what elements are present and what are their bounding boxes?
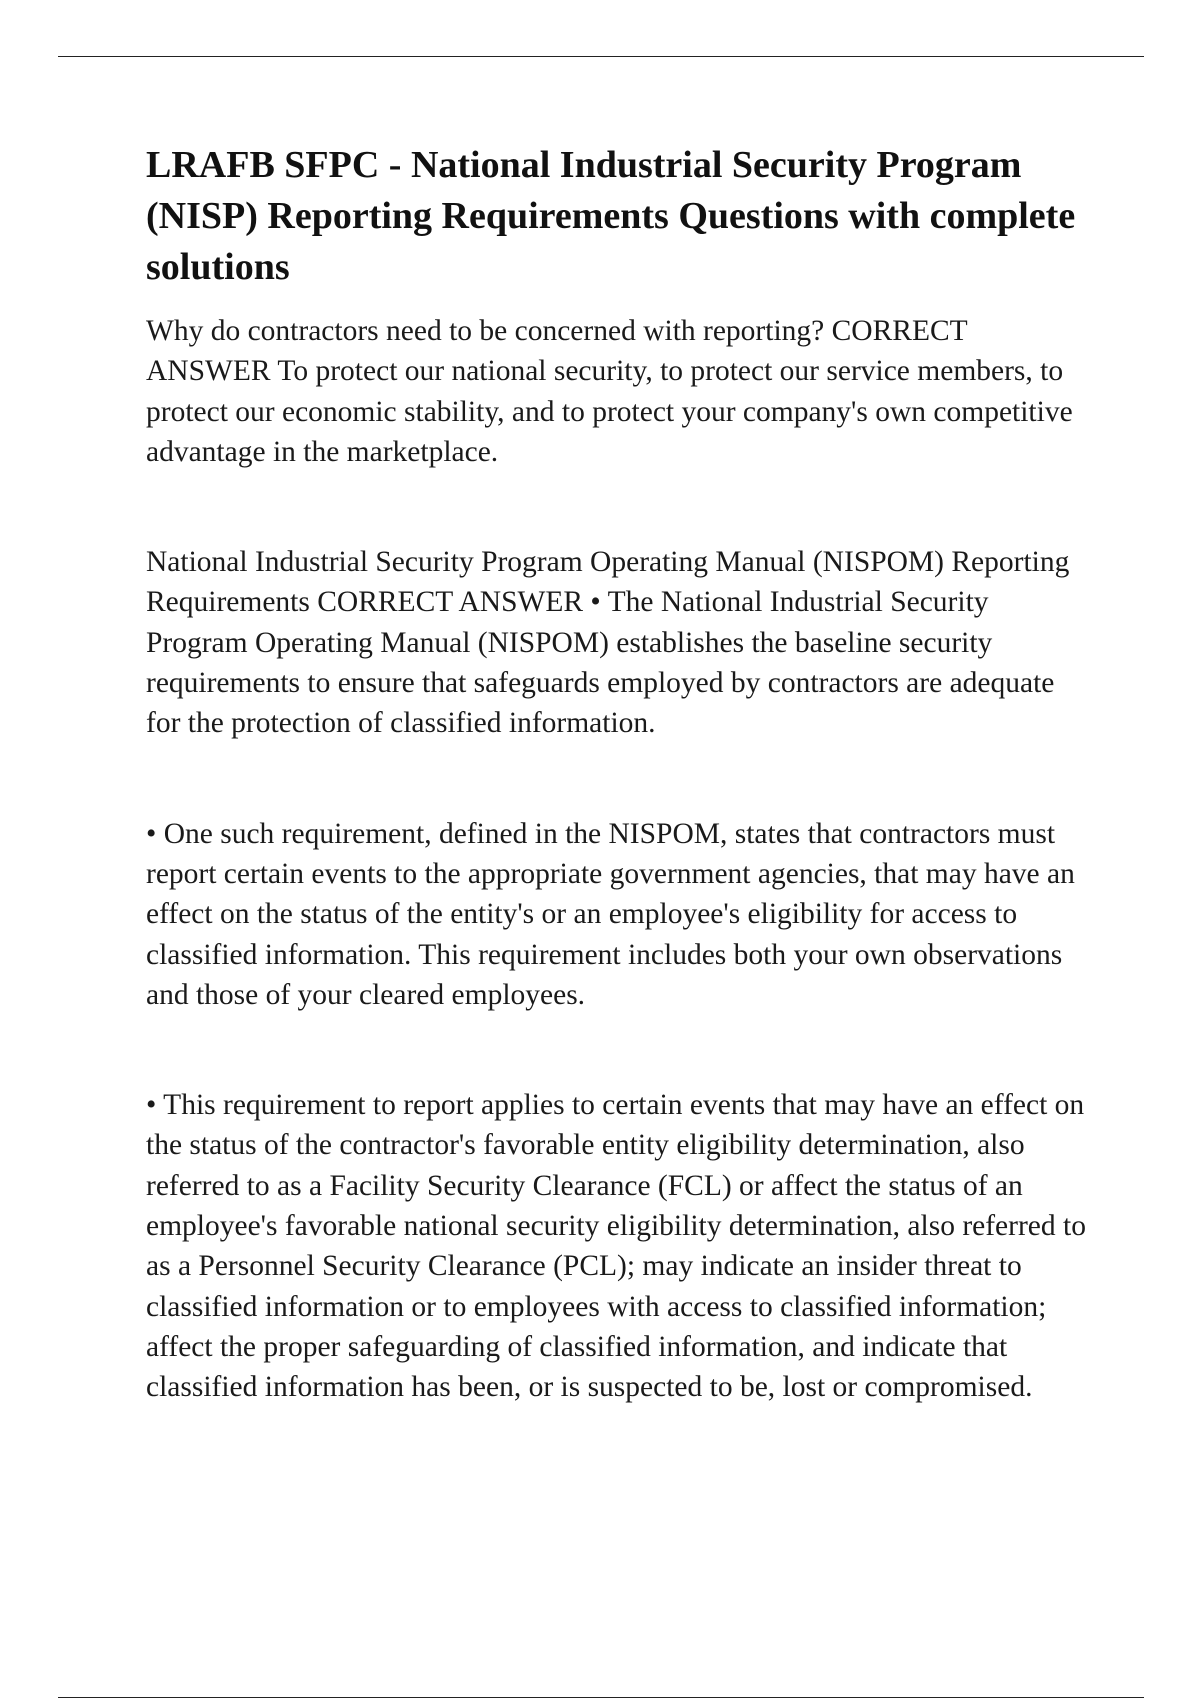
paragraph-3: • One such requirement, defined in the NISPOM, states that contractors must report certain events to the appropriate government agencies, that may have an effect on the status of the entity's or an employee's eligibility for access to classified information. This requirement includes both your own observations and those of your cleared employees. xyxy=(146,817,1075,1011)
paragraph-2: National Industrial Security Program Operating Manual (NISPOM) Reporting Requirements CORRECT ANSWER • The National Industrial Security Program Operating Manual (NISPOM) establishes the baseline security requirements to ensure that safeguards employed by contractors are adequate for the protection of classified information. xyxy=(146,546,1070,740)
paragraph-4: • This requirement to report applies to certain events that may have an effect on the status of the contractor's favorable entity eligibility determination, also referred to as a Facility Security Clearance (FCL) or affect the status of an employee's favorable national security eligibility determination, also referred to as a Personnel Security Clearance (PCL); may indicate an insider threat to classified information or to employees with access to classified information; affect the proper safeguarding of classified information, and indicate that classified information has been, or is suspected to be, lost or compromised. xyxy=(146,1089,1086,1404)
header-divider xyxy=(58,56,1144,57)
paragraph-1: Why do contractors need to be concerned with reporting? CORRECT ANSWER To protect our national security, to protect our service members, to protect our economic stability, and to protect your company's own competitive advantage in the marketplace. xyxy=(146,315,1073,468)
document-body xyxy=(146,140,1094,1408)
document-title: LRAFB SFPC - National Industrial Security Program (NISP) Reporting Requirements Questions with complete solutions xyxy=(146,144,1076,288)
footer-divider xyxy=(58,1697,1144,1698)
